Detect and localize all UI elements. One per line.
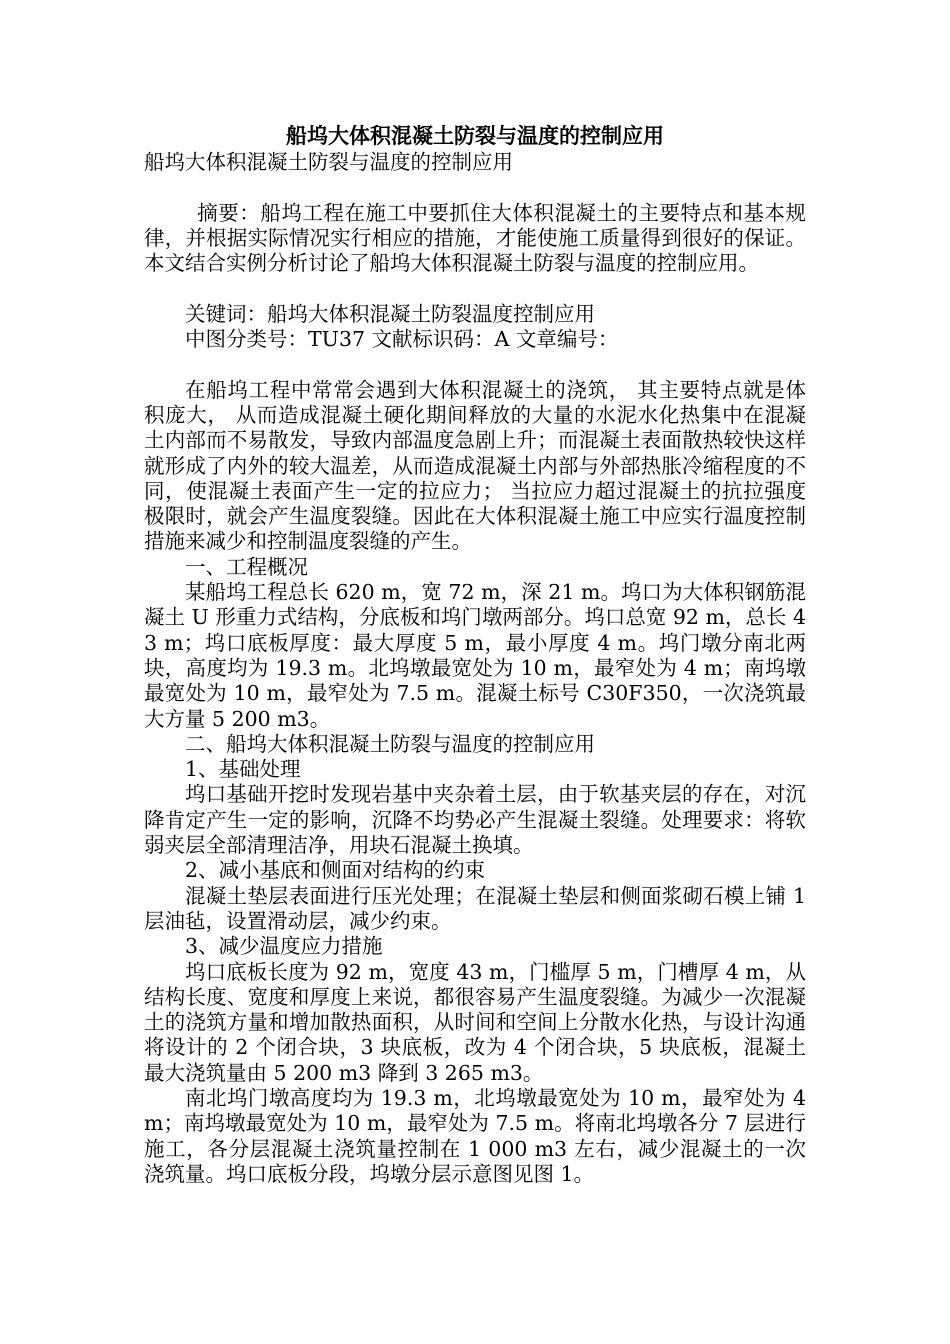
section-heading-1: 一、工程概况 — [185, 554, 308, 579]
subsection-paragraph-2: 混凝土垫层表面进行压光处理；在混凝土垫层和侧面浆砌石模上铺 1 层油毡，设置滑动层，减少约束。 — [144, 883, 806, 933]
document-subtitle: 船坞大体积混凝土防裂与温度的控制应用 — [144, 150, 513, 174]
subsection-heading-1: 1、基础处理 — [185, 757, 301, 782]
subsection-paragraph-3b: 南北坞门墩高度均为 19.3 m，北坞墩最宽处为 10 m，最窄处为 4 m；南坞墩最宽处为 10 m，最窄处为 7.5 m。将南北坞墩各分 7 层进行施工，各分层混凝土浇筑量控制在 1 000 m3 左右，减少混凝土的一次浇筑量。坞口底板分段，坞墩分层示意图见图 1。 — [144, 1085, 806, 1186]
intro-paragraph: 在船坞工程中常常会遇到大体积混凝土的浇筑， 其主要特点就是体积庞大， 从而造成混凝土硬化期间释放的大量的水泥水化热集中在混凝土内部而不易散发，导致内部温度急剧上升；而混凝土表面散热较快这样就形成了内外的较大温差，从而造成混凝土内部与外部热胀冷缩程度的不同，使混凝土表面产生一定的拉应力； 当拉应力超过混凝土的抗拉强度极限时，就会产生温度裂缝。因此在大体积混凝土施工中应实行温度控制措施来减少和控制温度裂缝的产生。 — [144, 377, 806, 554]
subsection-heading-2: 2、减小基底和侧面对结构的约束 — [185, 858, 486, 883]
document-title: 船坞大体积混凝土防裂与温度的控制应用 — [286, 124, 664, 148]
classification-line: 中图分类号：TU37 文献标识码：A 文章编号： — [185, 327, 619, 352]
subsection-heading-3: 3、减少温度应力措施 — [185, 934, 383, 959]
subsection-paragraph-1: 坞口基础开挖时发现岩基中夹杂着土层，由于软基夹层的存在，对沉降肯定产生一定的影响，沉降不均势必产生混凝土裂缝。处理要求：将软弱夹层全部清理洁净，用块石混凝土换填。 — [144, 782, 806, 858]
subsection-paragraph-3a: 坞口底板长度为 92 m，宽度 43 m，门槛厚 5 m，门槽厚 4 m，从结构长度、宽度和厚度上来说，都很容易产生温度裂缝。为减少一次混凝土的浇筑方量和增加散热面积，从时间和空间上分散水化热，与设计沟通将设计的 2 个闭合块，3 块底板，改为 4 个闭合块，5 块底板，混凝土最大浇筑量由 5 200 m3 降到 3 265 m3。 — [144, 959, 806, 1085]
abstract-paragraph: 摘要：船坞工程在施工中要抓住大体积混凝土的主要特点和基本规律，并根据实际情况实行相应的措施，才能使施工质量得到很好的保证。本文结合实例分析讨论了船坞大体积混凝土防裂与温度的控制应用。 — [144, 200, 806, 276]
section-heading-2: 二、船坞大体积混凝土防裂与温度的控制应用 — [185, 731, 595, 756]
section-paragraph-1: 某船坞工程总长 620 m，宽 72 m，深 21 m。坞口为大体积钢筋混凝土 U 形重力式结构，分底板和坞门墩两部分。坞口总宽 92 m，总长 43 m；坞口底板厚度：最大厚度 5 m，最小厚度 4 m。坞门墩分南北两块，高度均为 19.3 m。北坞墩最宽处为 10 m，最窄处为 4 m；南坞墩最宽处为 10 m，最窄处为 7.5 m。混凝土标号 C30F350，一次浇筑最大方量 5 200 m3。 — [144, 580, 806, 731]
document-body — [144, 150, 806, 1187]
keywords-line: 关键词：船坞大体积混凝土防裂温度控制应用 — [185, 301, 595, 326]
